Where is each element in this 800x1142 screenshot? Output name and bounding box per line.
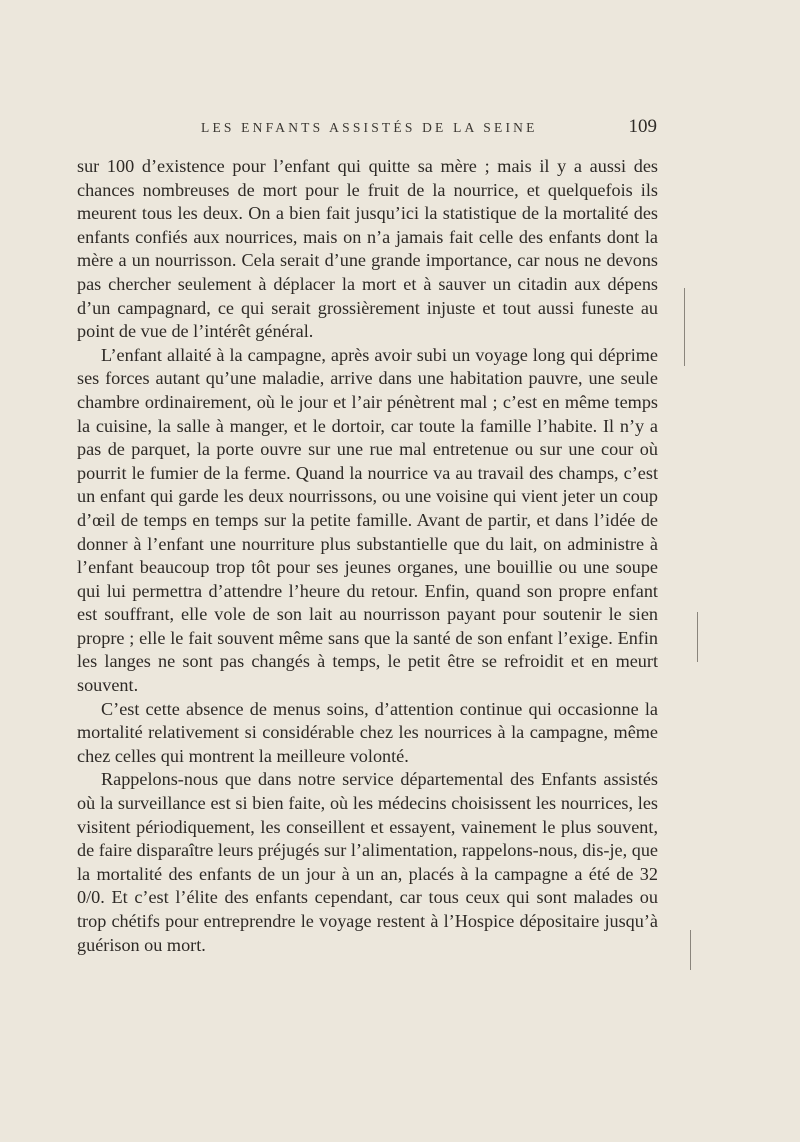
margin-pencil-mark: [690, 930, 691, 970]
paragraph: C’est cette absence de menus soins, d’attention continue qui occasionne la mortalité relativement si considérable chez les nourrices à la campagne, même chez celles qui montrent la meilleure volonté.: [77, 698, 658, 766]
margin-pencil-mark: [697, 612, 698, 662]
running-title: LES ENFANTS ASSISTÉS DE LA SEINE: [201, 120, 538, 135]
paragraph: sur 100 d’existence pour l’enfant qui quitte sa mère ; mais il y a aussi des chances nombreuses de mort pour le fruit de la nourrice, et quelquefois ils meurent tous les deux. On a bien fait jusqu’ici la statistique de la mortalité des enfants confiés aux nourrices, mais on n’a jamais fait celle des enfants dont la mère a un nourrisson. Cela serait d’une grande importance, car nous ne devons pas chercher seulement à déplacer la mort et à sauver un citadin aux dépens d’un campagnard, ce qui serait grossièrement injuste et tout aussi funeste au point de vue de l’intérêt général.: [77, 156, 658, 342]
paragraph: Rappelons-nous que dans notre service départemental des Enfants assistés où la surveillance est si bien faite, où les médecins choisissent les nourrices, les visitent périodiquement, les conseillent et essayent, vainement le plus souvent, de faire disparaître leurs préjugés sur l’alimentation, rappelons-nous, dis-je, que la mortalité des enfants de un jour à un an, placés à la campagne a été de 32 0/0. Et c’est l’élite des enfants cependant, car tous ceux qui sont malades ou trop chétifs pour entreprendre le voyage restent à l’Hospice dépositaire jusqu’à guérison ou mort.: [77, 769, 658, 955]
page-number: 109: [628, 116, 657, 137]
paragraph: L’enfant allaité à la campagne, après avoir subi un voyage long qui déprime ses forces autant qu’une maladie, arrive dans une habitation pauvre, une seule chambre ordinairement, où le jour et l’air pénètrent mal ; c’est en même temps la cuisine, la salle à manger, et le dortoir, car toute la famille l’habite. Il n’y a pas de parquet, la porte ouvre sur une rue mal entretenue ou sur une cour où pourrit le fumier de la ferme. Quand la nourrice va au travail des champs, c’est un enfant qui garde les deux nourrissons, ou une voisine qui vient jeter un coup d’œil de temps en temps sur la petite famille. Avant de partir, et dans l’idée de donner à l’enfant une nourriture plus substantielle que du lait, on administre à l’enfant beaucoup trop tôt pour ses jeunes organes, une bouillie ou une soupe qui lui permettra d’attendre l’heure du retour. Enfin, quand son propre enfant est souffrant, elle vole de son lait au nourrisson payant pour soutenir le sien propre ; elle le fait souvent même sans que la santé de son enfant l’exige. Enfin les langes ne sont pas changés à temps, le petit être se refroidit et en meurt souvent.: [77, 344, 658, 696]
margin-pencil-mark: [684, 288, 685, 366]
page-header: [77, 116, 661, 142]
body-text: [77, 155, 658, 957]
